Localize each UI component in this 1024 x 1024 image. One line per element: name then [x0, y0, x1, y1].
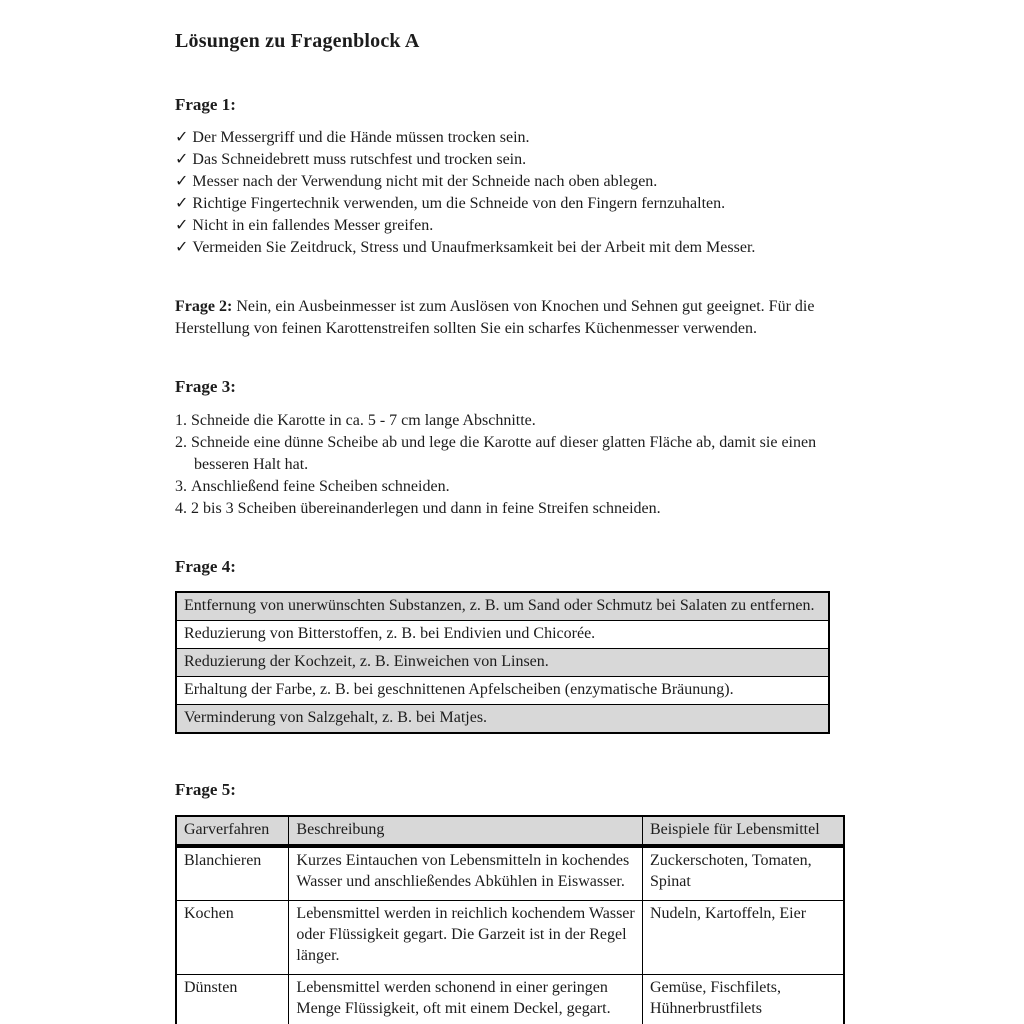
- checkmark-icon: ✓: [175, 129, 189, 146]
- numbered-item-text: Schneide eine dünne Scheibe ab und lege die Karotte auf dieser glatten Fläche ab, damit sie einen besseren Halt hat.: [191, 434, 817, 473]
- check-list-item: [175, 237, 853, 259]
- cell-garverfahren: Kochen: [176, 901, 289, 975]
- cell-beispiele: Nudeln, Kartoffeln, Eier: [642, 901, 844, 975]
- frage-4-heading: Frage 4:: [175, 557, 236, 576]
- item-number: 4.: [175, 500, 187, 517]
- checkmark-icon: ✓: [175, 151, 189, 168]
- frage-5-heading: Frage 5:: [175, 780, 236, 799]
- checkmark-icon: ✓: [175, 239, 189, 256]
- item-number: 2.: [175, 434, 187, 451]
- column-header-beschreibung: Beschreibung: [289, 816, 643, 846]
- frage-4-table: [175, 591, 830, 734]
- table-row: [176, 621, 829, 649]
- frage-1-check-list: [175, 127, 853, 259]
- table-row: [176, 677, 829, 705]
- frage-1-heading: Frage 1:: [175, 95, 236, 114]
- numbered-list-item: [175, 410, 853, 432]
- check-list-item: [175, 149, 853, 171]
- check-list-item: [175, 171, 853, 193]
- table-header-row: [176, 816, 844, 846]
- check-list-item: [175, 127, 853, 149]
- check-item-text: Vermeiden Sie Zeitdruck, Stress und Unaufmerksamkeit bei der Arbeit mit dem Messer.: [192, 239, 756, 256]
- numbered-list-item: [175, 476, 853, 498]
- cell-beispiele: Gemüse, Fischfilets, Hühnerbrustfilets: [642, 975, 844, 1024]
- table-row: [176, 705, 829, 734]
- column-header-garverfahren: Garverfahren: [176, 816, 289, 846]
- document-content: [175, 30, 853, 1024]
- numbered-item-text: Schneide die Karotte in ca. 5 - 7 cm lange Abschnitte.: [191, 412, 536, 429]
- document-title: Lösungen zu Fragenblock A: [175, 30, 420, 52]
- frage-2-paragraph: [175, 296, 853, 340]
- column-header-beispiele: Beispiele für Lebensmittel: [642, 816, 844, 846]
- check-item-text: Nicht in ein fallendes Messer greifen.: [192, 217, 434, 234]
- frage-5-table: [175, 815, 845, 1024]
- table-cell-text: Entfernung von unerwünschten Substanzen, z. B. um Sand oder Schmutz bei Salaten zu entfernen.: [176, 592, 829, 621]
- cell-garverfahren: Blanchieren: [176, 846, 289, 901]
- cell-beschreibung: Kurzes Eintauchen von Lebensmitteln in kochendes Wasser und anschließendes Abkühlen in Eiswasser.: [289, 846, 643, 901]
- table-cell-text: Erhaltung der Farbe, z. B. bei geschnittenen Apfelscheiben (enzymatische Bräunung).: [176, 677, 829, 705]
- check-item-text: Das Schneidebrett muss rutschfest und trocken sein.: [192, 151, 527, 168]
- check-item-text: Der Messergriff und die Hände müssen trocken sein.: [192, 129, 530, 146]
- cell-garverfahren: Dünsten: [176, 975, 289, 1024]
- numbered-list-item: [175, 498, 853, 520]
- check-list-item: [175, 193, 853, 215]
- checkmark-icon: ✓: [175, 173, 189, 190]
- checkmark-icon: ✓: [175, 217, 189, 234]
- item-number: 3.: [175, 478, 187, 495]
- item-number: 1.: [175, 412, 187, 429]
- cell-beschreibung: Lebensmittel werden in reichlich kochendem Wasser oder Flüssigkeit gegart. Die Garzeit ist in der Regel länger.: [289, 901, 643, 975]
- numbered-list-item: [175, 432, 853, 476]
- check-list-item: [175, 215, 853, 237]
- numbered-item-text: 2 bis 3 Scheiben übereinanderlegen und dann in feine Streifen schneiden.: [191, 500, 661, 517]
- table-row: [176, 901, 844, 975]
- table-cell-text: Reduzierung der Kochzeit, z. B. Einweichen von Linsen.: [176, 649, 829, 677]
- table-row: [176, 649, 829, 677]
- checkmark-icon: ✓: [175, 195, 189, 212]
- frage-3-numbered-list: [175, 410, 853, 520]
- frage-2-text: Nein, ein Ausbeinmesser ist zum Auslösen von Knochen und Sehnen gut geeignet. Für die Herstellung von feinen Karottenstreifen sollten Sie ein scharfes Küchenmesser verwenden.: [175, 298, 815, 337]
- check-item-text: Messer nach der Verwendung nicht mit der Schneide nach oben ablegen.: [192, 173, 658, 190]
- frage-2-heading: Frage 2:: [175, 298, 233, 315]
- table-row: [176, 975, 844, 1024]
- cell-beispiele: Zuckerschoten, Tomaten, Spinat: [642, 846, 844, 901]
- frage-3-heading: Frage 3:: [175, 377, 236, 396]
- table-row: [176, 592, 829, 621]
- cell-beschreibung: Lebensmittel werden schonend in einer geringen Menge Flüssigkeit, oft mit einem Deckel, gegart.: [289, 975, 643, 1024]
- check-item-text: Richtige Fingertechnik verwenden, um die Schneide von den Fingern fernzuhalten.: [192, 195, 726, 212]
- table-cell-text: Verminderung von Salzgehalt, z. B. bei Matjes.: [176, 705, 829, 734]
- table-row: [176, 846, 844, 901]
- numbered-item-text: Anschließend feine Scheiben schneiden.: [191, 478, 450, 495]
- table-cell-text: Reduzierung von Bitterstoffen, z. B. bei Endivien und Chicorée.: [176, 621, 829, 649]
